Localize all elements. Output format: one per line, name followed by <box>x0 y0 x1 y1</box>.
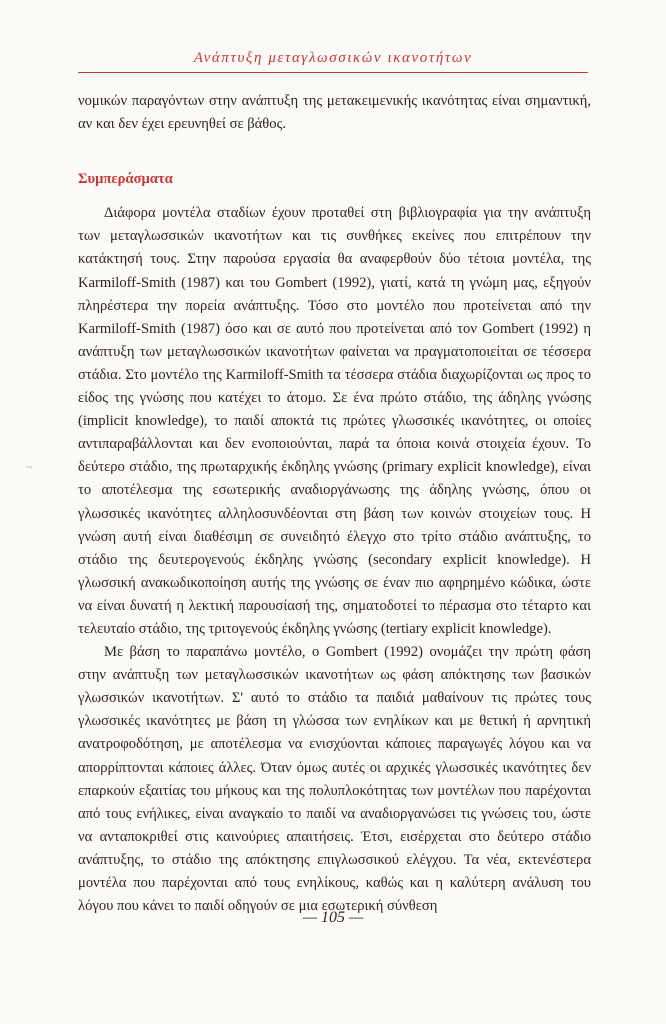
running-head: Ανάπτυξη μεταγλωσσικών ικανοτήτων <box>193 50 473 66</box>
intro-paragraph: νομικών παραγόντων στην ανάπτυξη της μετακειμενικής ικανότητας είναι σημαντική, αν και δεν έχει ερευνηθεί σε βάθος. <box>78 93 591 133</box>
page-number: — 105 — <box>302 909 364 926</box>
section-heading: Συμπεράσματα <box>78 171 173 188</box>
paragraph-2: Με βάση το παραπάνω μοντέλο, ο Gombert (1992) ονομάζει την πρώτη φάση στην ανάπτυξη των μεταγλωσσικών ικανοτήτων ως φάση απόκτησης των βασικών γλωσσικών ικανοτήτων. Σ' αυτό το στάδιο τα παιδιά μαθαίνουν τις πρώτες τους γλωσσικές ικανότητες με βάση τη γλώσσα των ενηλίκων και με θετική ή αρνητική ανατροφοδότηση, με αποτέλεσμα να ενισχύονται κάποιες παραγωγές λόγου και να απορρίπτονται κάποιες άλλες. Όταν όμως αυτές οι αρχικές γλωσσικές ικανότητες δεν επαρκούν εξαιτίας του μήκους και της πολυπλοκότητας των μοντέλων που παρέχονται από τους ενήλικες, είναι αναγκαίο το παιδί να αναδιοργανώσει τις γνώσεις του, ώστε να ανταποκριθεί στις καινούριες απαιτήσεις. Έτσι, εισέρχεται στο δεύτερο στάδιο ανάπτυξης, το στάδιο της απόκτησης επιγλωσσικού ελέγχου. Τα νέα, εκτενέστερα μοντέλα που παρέχονται από τους ενηλίκους, καθώς και η καλύτερη ανάλυση του λόγου που κάνει το παιδί οδηγούν σε μια εσωτερική σύνθεση <box>78 644 591 915</box>
header-rule <box>78 72 588 73</box>
paragraph-1: Διάφορα μοντέλα σταδίων έχουν προταθεί στη βιβλιογραφία για την ανάπτυξη των μεταγλωσσικών ικανοτήτων και τις συνθήκες εκείνες που επιτρέπουν την κατάκτησή τους. Στην παρούσα εργασία θα αναφερθούν δύο τέτοια μοντέλα, της Karmiloff-Smith (1987) και του Gombert (1992), γιατί, κατά τη γνώμη μας, εξηγούν πληρέστερα την πορεία ανάπτυξης. Τόσο στο μοντέλο που προτείνεται από την Karmiloff-Smith (1987) όσο και σε αυτό που προτείνεται από τον Gombert (1992) η ανάπτυξη των μεταγλωσσικών ικανοτήτων φαίνεται να πραγματοποιείται σε τέσσερα στάδια. Στο μοντέλο της Karmiloff-Smith τα τέσσερα στάδια διαχωρίζονται ως προς το είδος της γνώσης που κατέχει το άτομο. Σε ένα πρώτο στάδιο, της άδηλης γνώσης (implicit knowledge), το παιδί αποκτά τις πρώτες γλωσσικές ικανότητες, οι οποίες αντιπαραβάλλονται και δεν ενοποιούνται, παρά τα όποια κοινά στοιχεία έχουν. Το δεύτερο στάδιο, της πρωταρχικής έκδηλης γνώσης (primary explicit knowledge), είναι το αποτέλεσμα της εσωτερικής αναδιοργάνωσης της άδηλης γνώσης, όπου οι γλωσσικές ικανότητες αλληλοσυνδέονται στη βάση των κοινών στοιχείων τους. Η γνώση αυτή είναι διαθέσιμη σε συνειδητό έλεγχο στο τρίτο στάδιο ανάπτυξης, το στάδιο της δευτερογενούς έκδηλης γνώσης (secondary explicit knowledge). Η γλωσσική ανακωδικοποίηση αυτής της γνώσης σε έναν πιο αφηρημένο κώδικα, ώστε να είναι δυνατή η λεκτική παρουσίασή της, σηματοδοτεί το πέρασμα στο τέταρτο και τελευταίο στάδιο, της τριτογενούς έκδηλης γνώσης (tertiary explicit knowledge). <box>78 205 591 637</box>
page-body <box>78 90 591 918</box>
margin-mark: ~ <box>26 460 33 474</box>
